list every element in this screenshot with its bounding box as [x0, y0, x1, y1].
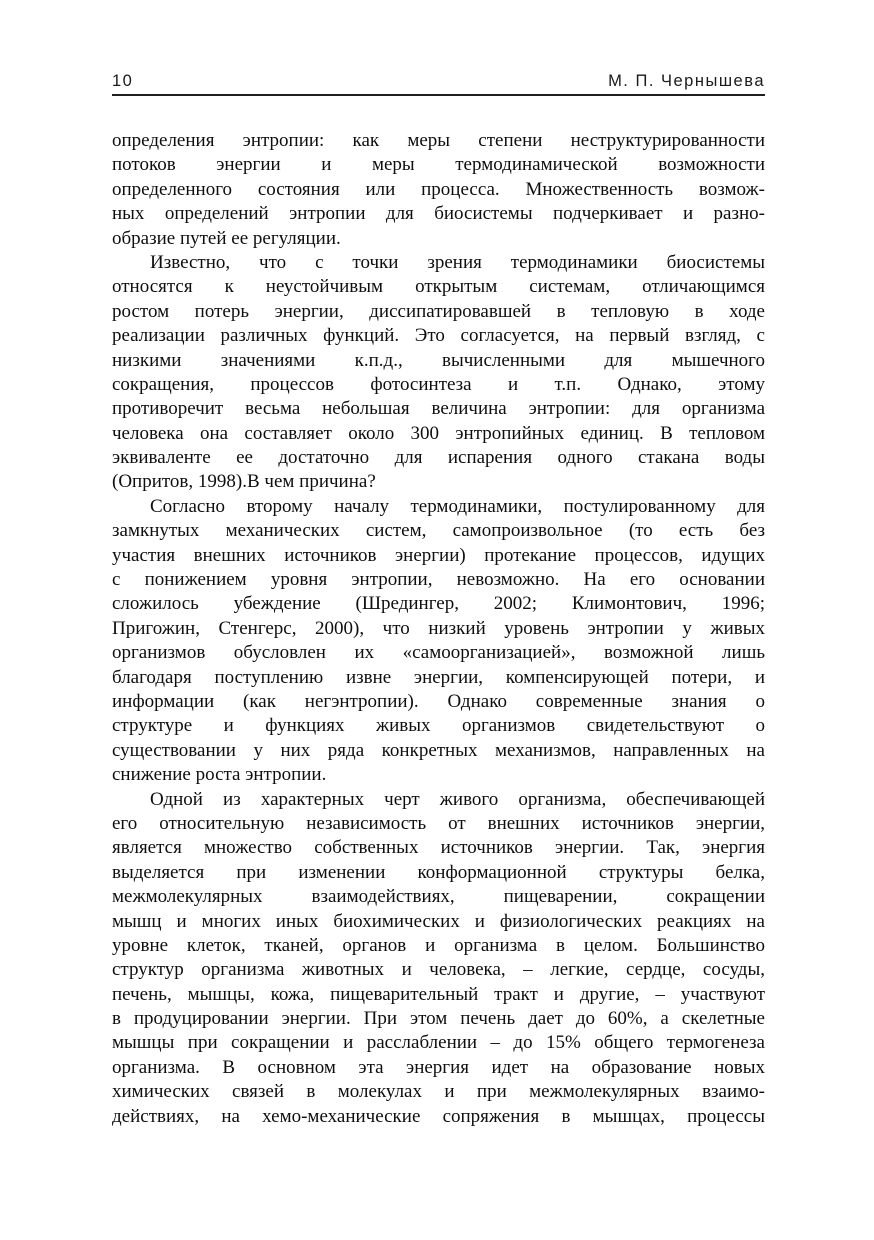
text-line: является множество собственных источников энергии. Так, энергия	[112, 837, 765, 859]
text-line: ростом потерь энергии, диссипатировавшей в тепловую в ходе	[112, 300, 765, 322]
text-line: Согласно второму началу термодинамики, постулированному для	[150, 495, 765, 517]
text-line: участия внешних источников энергии) протекание процессов, идущих	[112, 544, 765, 566]
text-line: выделяется при изменении конформационной структуры белка,	[112, 861, 765, 883]
paragraph	[112, 251, 765, 495]
paragraph	[112, 129, 765, 251]
text-line: Известно, что с точки зрения термодинамики биосистемы	[150, 251, 765, 273]
text-line: в продуцировании энергии. При этом печень дает до 60%, а скелетные	[112, 1008, 765, 1030]
paragraph	[112, 495, 765, 788]
text-line: существовании у них ряда конкретных механизмов, направленных на	[112, 739, 765, 761]
text-line: организма. В основном эта энергия идет на образование новых	[112, 1056, 765, 1078]
text-line: организмов обусловлен их «самоорганизацией», возможной лишь	[112, 642, 765, 664]
text-line: химических связей в молекулах и при межмолекулярных взаимо-	[112, 1081, 765, 1103]
page-number: 10	[112, 72, 134, 90]
running-head	[112, 72, 765, 96]
text-line: образие путей ее регуляции.	[112, 227, 341, 249]
text-line: Одной из характерных черт живого организма, обеспечивающей	[150, 788, 765, 810]
text-line: мышц и многих иных биохимических и физиологических реакциях на	[112, 910, 765, 932]
text-line: межмолекулярных взаимодействиях, пищеварении, сокращении	[112, 886, 765, 908]
text-line: снижение роста энтропии.	[112, 764, 327, 786]
page-body	[112, 129, 765, 1129]
text-line: противоречит весьма небольшая величина энтропии: для организма	[112, 398, 765, 420]
running-title-author: М. П. Чернышева	[608, 72, 765, 90]
text-line: эквиваленте ее достаточно для испарения одного стакана воды	[112, 447, 765, 469]
text-line: низкими значениями к.п.д., вычисленными для мышечного	[112, 349, 765, 371]
text-line: человека она составляет около 300 энтропийных единиц. В тепловом	[112, 422, 765, 444]
text-line: уровне клеток, тканей, органов и организма в целом. Большинство	[112, 934, 765, 956]
text-line: определенного состояния или процесса. Множественность возмож-	[112, 178, 765, 200]
text-line: относятся к неустойчивым открытым системам, отличающимся	[112, 276, 765, 298]
text-line: замкнутых механических систем, самопроизвольное (то есть без	[112, 520, 765, 542]
text-line: сложилось убеждение (Шредингер, 2002; Климонтович, 1996;	[112, 593, 765, 615]
text-line: печень, мышцы, кожа, пищеварительный тракт и другие, – участвуют	[112, 983, 765, 1005]
text-line: сокращения, процессов фотосинтеза и т.п. Однако, этому	[112, 373, 765, 395]
text-line: структур организма животных и человека, – легкие, сердце, сосуды,	[112, 959, 765, 981]
text-line: мышцы при сокращении и расслаблении – до 15% общего термогенеза	[112, 1032, 765, 1054]
text-line: потоков энергии и меры термодинамической возможности	[112, 154, 765, 176]
text-line: его относительную независимость от внешних источников энергии,	[112, 812, 765, 834]
text-line: (Опритов, 1998).В чем причина?	[112, 471, 376, 493]
text-line: действиях, на хемо-механические сопряжения в мышцах, процессы	[112, 1105, 765, 1127]
text-line: ных определений энтропии для биосистемы подчеркивает и разно-	[112, 203, 765, 225]
text-line: с понижением уровня энтропии, невозможно. На его основании	[112, 569, 765, 591]
text-line: благодаря поступлению извне энергии, компенсирующей потери, и	[112, 666, 765, 688]
text-line: структуре и функциях живых организмов свидетельствуют о	[112, 715, 765, 737]
text-line: Пригожин, Стенгерс, 2000), что низкий уровень энтропии у живых	[112, 617, 765, 639]
text-line: информации (как негэнтропии). Однако современные знания о	[112, 690, 765, 712]
paragraph	[112, 788, 765, 1129]
text-line: определения энтропии: как меры степени неструктурированности	[112, 130, 765, 151]
text-line: реализации различных функций. Это согласуется, на первый взгляд, с	[112, 325, 765, 347]
